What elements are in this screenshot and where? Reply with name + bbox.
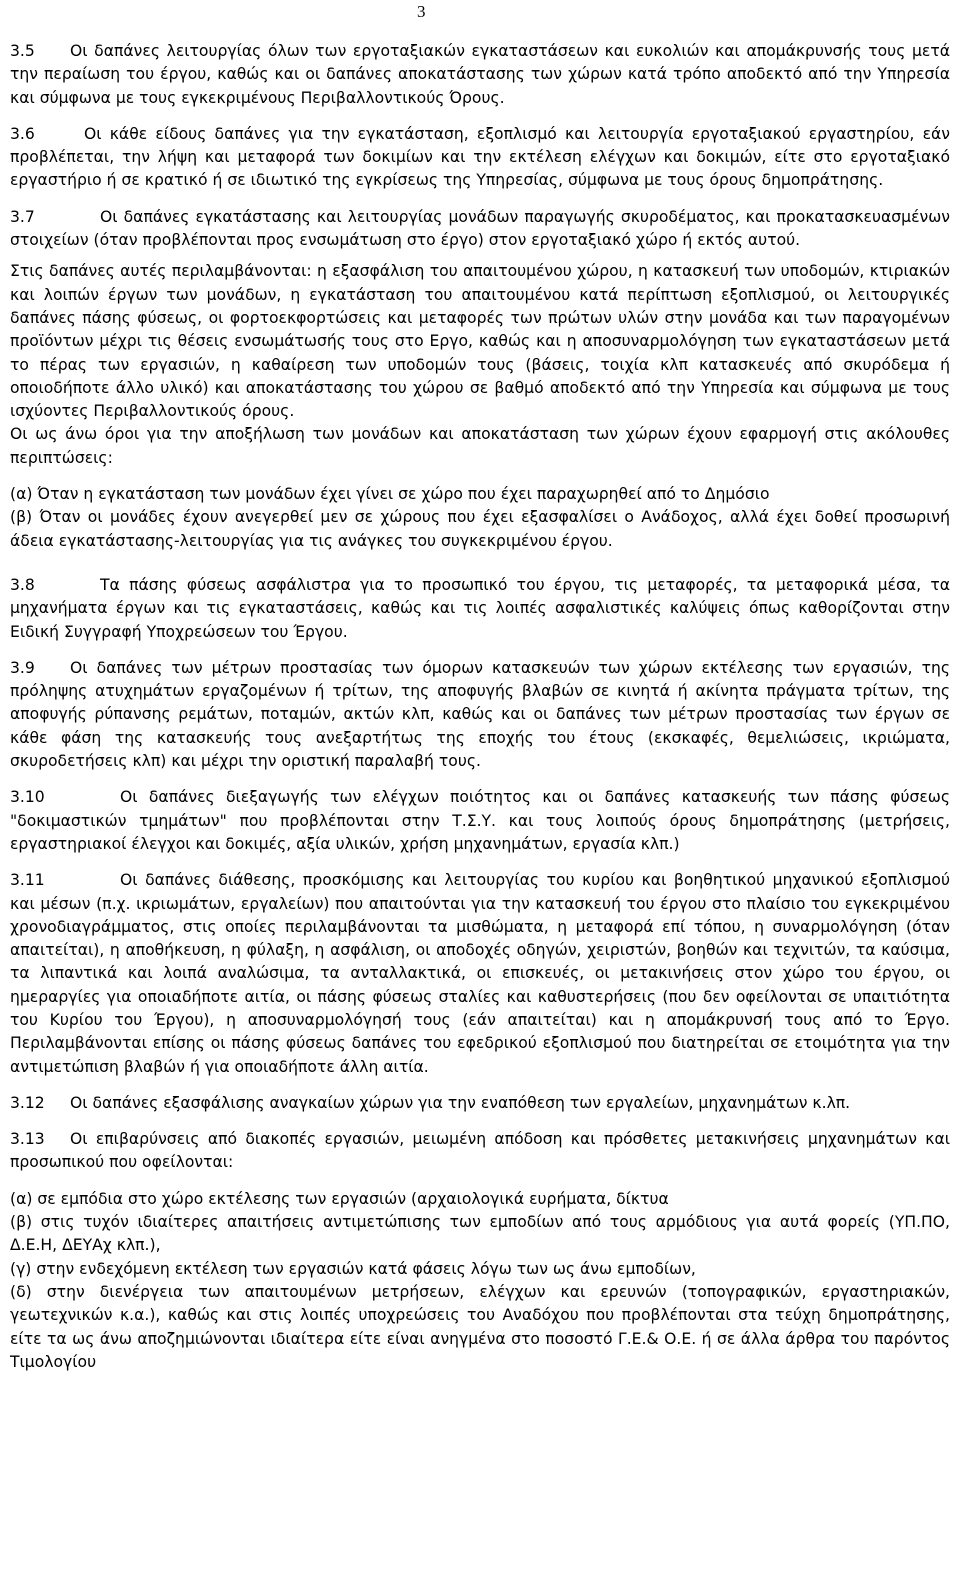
section-3-12 (10, 1092, 950, 1115)
section-3-7-cases (10, 483, 950, 553)
case-b: (β) Όταν οι μονάδες έχουν ανεγερθεί μεν σε χώρους που έχει εξασφαλίσει ο Ανάδοχος, αλλά έχει δοθεί προσωρινή άδεια εγκατάστασης-λειτουργίας για τις ανάγκες του συγκεκριμένου έργου. (10, 508, 950, 550)
section-text: Οι δαπάνες λειτουργίας όλων των εργοταξιακών εγκαταστάσεων και ευκολιών και απομάκρυνσής τους μετά την περαίωση του έργου, καθώς και οι δαπάνες αποκατάστασης των χώρων κατά τρόπο αποδεκτό από την Υπηρεσία και σύμφωνα με τους εγκεκριμένους Περιβαλλοντικούς Όρους. (10, 42, 950, 107)
section-3-13 (10, 1128, 950, 1175)
section-number: 3.9 (10, 658, 35, 677)
section-3-10 (10, 786, 950, 856)
item-d: (δ) στην διενέργεια των απαιτουμένων μετρήσεων, ελέγχων και ερευνών (τοπογραφικών, εργαστηριακών, γεωτεχνικών κ.α.), καθώς και στις λοιπές υποχρεώσεις του Αναδόχου που προβλέπονται στα τεύχη δημοπράτησης, είτε τα ως άνω αποζημιώνονται ιδιαίτερα είτε είναι ανηγμένα στο ποσοστό Γ.Ε.& Ο.Ε. ή σε άλλα άρθρα του παρόντος Τιμολογίου (10, 1282, 950, 1371)
section-text: Τα πάσης φύσεως ασφάλιστρα για το προσωπικό του έργου, τις μεταφορές, τα μεταφορικά μέσα, τα μηχανήματα έργων και τις εγκαταστάσεις, καθώς και τις λοιπές ασφαλιστικές καλύψεις όπως καθορίζονται στην Ειδική Συγγραφή Υποχρεώσεων του Έργου. (10, 575, 950, 641)
section-text: Οι δαπάνες εγκατάστασης και λειτουργίας μονάδων παραγωγής σκυροδέματος, και προκατασκευασμένων στοιχείων (όταν προβλέπονται προς ενσωμάτωση στο έργο) στον εργοταξιακό χώρο ή εκτός αυτού. (10, 207, 950, 250)
section-number: 3.11 (10, 871, 45, 890)
section-text: Οι κάθε είδους δαπάνες για την εγκατάσταση, εξοπλισμό και λειτουργία εργοταξιακού εργαστηρίου, εάν προβλέπεται, την λήψη και μεταφορά των δοκιμίων και την εκτέλεση ελέγχων και δοκιμών, είτε στο εργοταξιακό εργαστήριο ή σε κρατικό ή σε ιδιωτικό της εγκρίσεως της Υπηρεσίας, σύμφωνα με τους όρους δημοπράτησης. (10, 124, 950, 190)
section-text: Οι επιβαρύνσεις από διακοπές εργασιών, μειωμένη απόδοση και πρόσθετες μετακινήσεις μηχανημάτων και προσωπικού που οφείλονται: (10, 1130, 950, 1172)
section-number: 3.13 (10, 1130, 45, 1149)
section-number: 3.8 (10, 575, 35, 594)
section-number: 3.12 (10, 1093, 45, 1112)
section-3-7-cases-intro: Οι ως άνω όροι για την αποξήλωση των μονάδων και αποκατάσταση των χώρων έχουν εφαρμογή στις ακόλουθες περιπτώσεις: (10, 425, 950, 467)
section-number: 3.7 (10, 207, 35, 226)
section-3-13-items (10, 1188, 950, 1374)
section-text: Οι δαπάνες εξασφάλισης αναγκαίων χώρων για την εναπόθεση των εργαλείων, μηχανημάτων κ.λπ. (70, 1093, 851, 1112)
section-3-9 (10, 657, 950, 773)
section-number: 3.5 (10, 42, 35, 60)
section-3-11 (10, 869, 950, 1079)
item-b: (β) στις τυχόν ιδιαίτερες απαιτήσεις αντιμετώπισης των εμποδίων από τους αρμόδιους για αυτά φορείς (ΥΠ.ΠΟ, Δ.Ε.Η, ΔΕΥΑχ κλπ.), (10, 1213, 950, 1255)
section-3-7-details: Στις δαπάνες αυτές περιλαμβάνονται: η εξασφάλιση του απαιτουμένου χώρου, η κατασκευή των υποδομών, κτιριακών και λοιπών έργων των μονάδων, η εγκατάσταση του απαιτουμένου κατά περίπτωση εξοπλισμού, οι λειτουργικές δαπάνες πάσης φύσεως, οι φορτοεκφορτώσεις και μεταφορές των πρώτων υλών στην μονάδα και των παραγομένων προϊόντων μέχρι τις θέσεις ενσωμάτωσής τους στο Εργο, καθώς και η αποσυναρμολόγηση των εγκαταστάσεων μετά το πέρας των εργασιών, η καθαίρεση των υποδομών τους (βάσεις, τοιχία κλπ κατασκευές από σκυρόδεμα ή οποιοδήποτε άλλο υλικό) και αποκατάστασης του χώρου σε βαθμό αποδεκτό από την Υπηρεσία και σύμφωνα με τους ισχύοντες Περιβαλλοντικούς όρους. (10, 262, 950, 421)
section-text: Οι δαπάνες διεξαγωγής των ελέγχων ποιότητος και οι δαπάνες κατασκευής των πάσης φύσεως "δοκιμαστικών τμημάτων" που προβλέπονται στην Τ.Σ.Υ. και τους λοιπούς όρους δημοπράτησης (μετρήσεις, εργαστηριακοί έλεγχοι και δοκιμές, αξία υλικών, χρήση μηχανημάτων, εργασία κλπ.) (10, 788, 950, 853)
section-3-6 (10, 123, 950, 193)
item-a: (α) σε εμπόδια στο χώρο εκτέλεσης των εργασιών (αρχαιολογικά ευρήματα, δίκτυα (10, 1189, 669, 1208)
section-3-5 (10, 40, 950, 110)
page-number: 3 (417, 2, 426, 21)
case-a: (α) Όταν η εγκατάσταση των μονάδων έχει γίνει σε χώρο που έχει παραχωρηθεί από το Δημόσιο (10, 485, 770, 504)
document-body (10, 40, 950, 1387)
section-number: 3.10 (10, 788, 45, 807)
section-3-7 (10, 206, 950, 253)
section-text: Οι δαπάνες των μέτρων προστασίας των όμορων κατασκευών των χώρων εκτέλεσης των εργασιών, της πρόληψης ατυχημάτων εργαζομένων ή τρίτων, της αποφυγής βλαβών σε κινητά ή ακίνητα πράγματα τρίτων, της αποφυγής ρύπανσης ρεμάτων, ποταμών, ακτών κλπ, καθώς και οι δαπάνες των μέτρων προστασίας των έργων σε κάθε φάση της κατασκευής τους ανεξαρτήτως της εποχής του έτους (εκσκαφές, θεμελιώσεις, ικριώματα, σκυροδετήσεις κλπ) και μέχρι την οριστική παραλαβή τους. (10, 658, 950, 771)
item-c: (γ) στην ενδεχόμενη εκτέλεση των εργασιών κατά φάσεις λόγω των ως άνω εμποδίων, (10, 1259, 696, 1278)
section-number: 3.6 (10, 124, 35, 143)
section-text: Οι δαπάνες διάθεσης, προσκόμισης και λειτουργίας του κυρίου και βοηθητικού μηχανικού εξοπλισμού και μέσων (π.χ. ικριωμάτων, εργαλείων) που απαιτούνται για την κατασκευή του έργου στο πλαίσιο του εγκεκριμένου χρονοδιαγράμματος, στις οποίες περιλαμβάνονται τα μισθώματα, η μεταφορά επί τόπου, η συναρμολόγηση (όταν απαιτείται), η αποθήκευση, η φύλαξη, η ασφάλιση, οι αποδοχές οδηγών, χειριστών, βοηθών και τεχνιτών, τα καύσιμα, τα λιπαντικά και λοιπά αναλώσιμα, τα ανταλλακτικά, οι επισκευές, οι μετακινήσεις στον χώρο του έργου, οι ημεραργίες για οποιαδήποτε αιτία, οι πάσης φύσεως σταλίες και καθυστερήσεις (που δεν οφείλονται σε υπαιτιότητα του Κυρίου του Έργου), η αποσυναρμολόγησή τους (εάν απαιτείται) και η απομάκρυνσή τους από το Έργο. Περιλαμβάνονται επίσης οι πάσης φύσεως δαπάνες του εφεδρικού εξοπλισμού που διατηρείται σε ετοιμότητα για την αντιμετώπιση βλαβών ή για οποιαδήποτε άλλη αιτία. (10, 871, 950, 1076)
section-3-8 (10, 574, 950, 644)
